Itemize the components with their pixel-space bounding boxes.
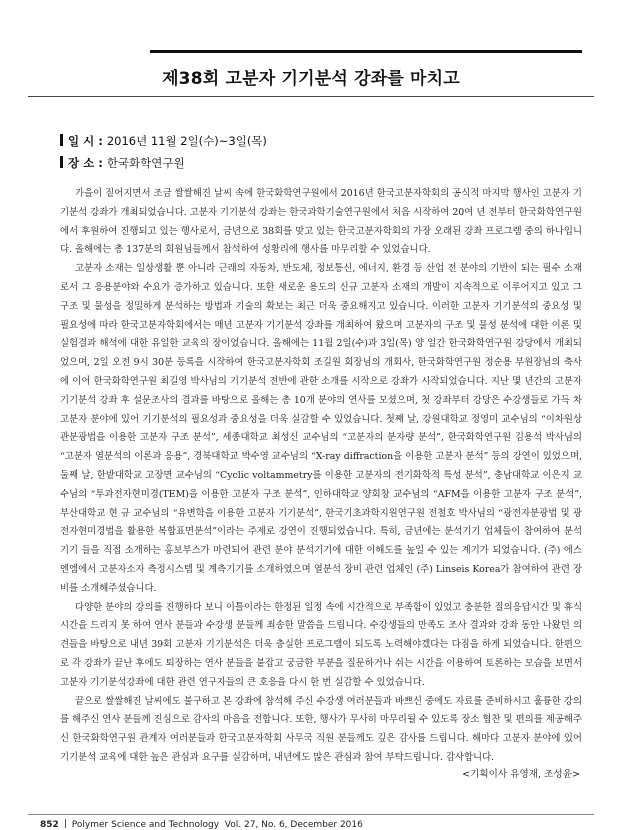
- top-rule: [150, 50, 582, 53]
- meta-bar: [60, 134, 63, 146]
- paragraph: 고분자 소재는 일상생활 뿐 아니라 근래의 자동차, 반도체, 정보통신, 에너지, 환경 등 산업 전 분야의 기반이 되는 필수 소재로서 그 응용분야와 수요가 증가하고 있습니다. 또한 새로운 용도의 신규 고분자 소재의 개발이 지속적으로 이루어지고 있고 그 구조 및 물성을 정밀하게 분석하는 방법과 기술의 확보는 최근 더욱 중요해지고 있습니다. 이러한 고분자 기기분석의 중요성 및 필요성에 따라 한국고분자학회에서는 매년 고분자 기기분석 강좌를 개최하여 왔으며 고분자의 구조 및 물성 분석에 대한 이론 및 실험결과 해석에 대한 유일한 교육의 장이었습니다. 올해에는 11월 2일(수)과 3일(목) 양 일간 한국화학연구원 강당에서 개최되었으며, 2일 오전 9시 30분 등록을 시작하여 한국고분자학회 조길원 회장님의 개회사, 한국화학연구원 정순용 부원장님의 축사에 이어 한국화학연구원 최길영 박사님의 기기분석 전반에 관한 소개를 시작으로 강좌가 시작되었습니다. 지난 몇 년간의 고분자 기기분석 강좌 후 설문조사의 결과를 바탕으로 올해는 총 10개 분야의 연사를 모셨으며, 첫 강좌부터 강당은 수강생들로 가득 차 고분자 분야에 있어 기기분석의 필요성과 중요성을 더욱 실감할 수 있었습니다. 첫째 날, 강원대학교 정영미 교수님의 “이차원상관분광법을 이용한 고분자 구조 분석”, 세종대학교 최성신 교수님의 “고분자의 분자량 분석”, 한국화학연구원 김용석 박사님의 “고분자 열분석의 이론과 응용”, 경북대학교 박수영 교수님의 “X-ray diffraction을 이용한 고분자 분석” 등의 강연이 있었으며, 둘째 날, 한밭대학교 고장면 교수님의 “Cyclic voltammetry를 이용한 고분자의 전기화학적 특성 분석”, 충남대학교 이은지 교수님의 “투과전자현미경(TEM)을 이용한 고분자 구조 분석”, 인하대학교 양회창 교수님의 “AFM을 이용한 고분자 구조 분석”, 부산대학교 현 규 교수님의 “유변학을 이용한 고분자 기기분석”, 한국기초과학지원연구원 전철호 박사님의 “광전자분광법 및 광전자현미경법을 활용한 복합표면분석”이라는 주제로 강연이 진행되었습니다. 특히, 금년에는 분석기기 업체들이 참여하여 분석기기 들을 직접 소개하는 홍보부스가 마련되어 관련 분야 분석기기에 대한 이해도를 높일 수 있는 계기가 되었습니다. (주) 에스엔엠에서 고분자소자 측정시스템 및 계측기기를 소개하였으며 열분석 장비 관련 업체인 (주) Linseis Korea가 참여하여 관련 장비를 소개해주셨습니다.: [60, 263, 582, 594]
- title-rule: [28, 96, 594, 97]
- journal-issue: Vol. 27, No. 6, December 2016: [224, 820, 363, 830]
- signature: <기획이사 유영재, 조성윤>: [462, 769, 580, 780]
- footer-rule: [28, 814, 594, 815]
- meta-place: [60, 155, 185, 171]
- meta-date: [60, 133, 267, 149]
- article-title: 제38회 고분자 기기분석 강좌를 마치고: [162, 69, 460, 89]
- journal-name: Polymer Science and Technology: [71, 820, 220, 830]
- meta-label: 장 소 :: [68, 156, 103, 170]
- footer-separator: [65, 819, 66, 828]
- paragraph: 가을이 짙어지면서 조금 쌀쌀해진 날씨 속에 한국화학연구원에서 2016년 한국고분자학회의 공식적 마지막 행사인 고분자 기기분석 강좌가 개최되었습니다. 고분자 기기분석 강좌는 한국과학기술연구원에서 처음 시작하여 20여 년 전부터 한국화학연구원에서 후원하여 진행되고 있는 행사로서, 금년으로 38회를 맞고 있는 한국고분자학회의 가장 오래된 강좌 프로그램 중의 하나입니다. 올해에는 총 137분의 회원님들께서 참석하여 성황리에 행사를 마무리할 수 있었습니다.: [60, 188, 582, 256]
- paragraph: 끝으로 쌀쌀해진 날씨에도 불구하고 본 강좌에 참석해 주신 수강생 여러분들과 바쁘신 중에도 자료를 준비하시고 훌륭한 강의를 해주신 연사 분들께 진심으로 감사의 마음을 전합니다. 또한, 행사가 무사히 마무리될 수 있도록 장소 협찬 및 편의를 제공해주신 한국화학연구원 관계자 여러분들과 한국고분자학회 사무국 직원 분들께도 깊은 감사를 드립니다. 해마다 고분자 분야에 있어 기기분석 교육에 대한 높은 관심과 요구를 실감하며, 내년에도 많은 관심과 참여 부탁드립니다. 감사합니다.: [60, 695, 582, 763]
- meta-label: 일 시 :: [68, 134, 103, 148]
- paragraph: 다양한 분야의 강의를 진행하다 보니 이틀이라는 한정된 일정 속에 시간적으로 부족함이 있었고 충분한 질의응답시간 및 휴식시간을 드리지 못 하여 연사 분들과 수강생 분들께 죄송한 말씀을 드립니다. 수강생들의 만족도 조사 결과와 강좌 동안 나왔던 의견들을 바탕으로 내년 39회 고분자 기기분석은 더욱 충실한 프로그램이 되도록 노력해야겠다는 다짐을 하게 되었습니다. 한편으로 각 강좌가 끝난 후에도 퇴장하는 연사 분들을 붙잡고 궁금한 부분을 질문하거나 쉬는 시간을 이용하여 토론하는 모습을 보면서 고분자 기기분석강좌에 대한 관련 연구자들의 큰 호응을 다시 한 번 실감할 수 있었습니다.: [60, 601, 582, 688]
- meta-value: 한국화학연구원: [106, 156, 185, 170]
- meta-value: 2016년 11월 2일(수)~3일(목): [106, 134, 267, 148]
- article-body: [60, 185, 582, 768]
- page-number: 852: [40, 820, 59, 830]
- meta-bar: [60, 156, 63, 168]
- page-footer: [40, 819, 363, 830]
